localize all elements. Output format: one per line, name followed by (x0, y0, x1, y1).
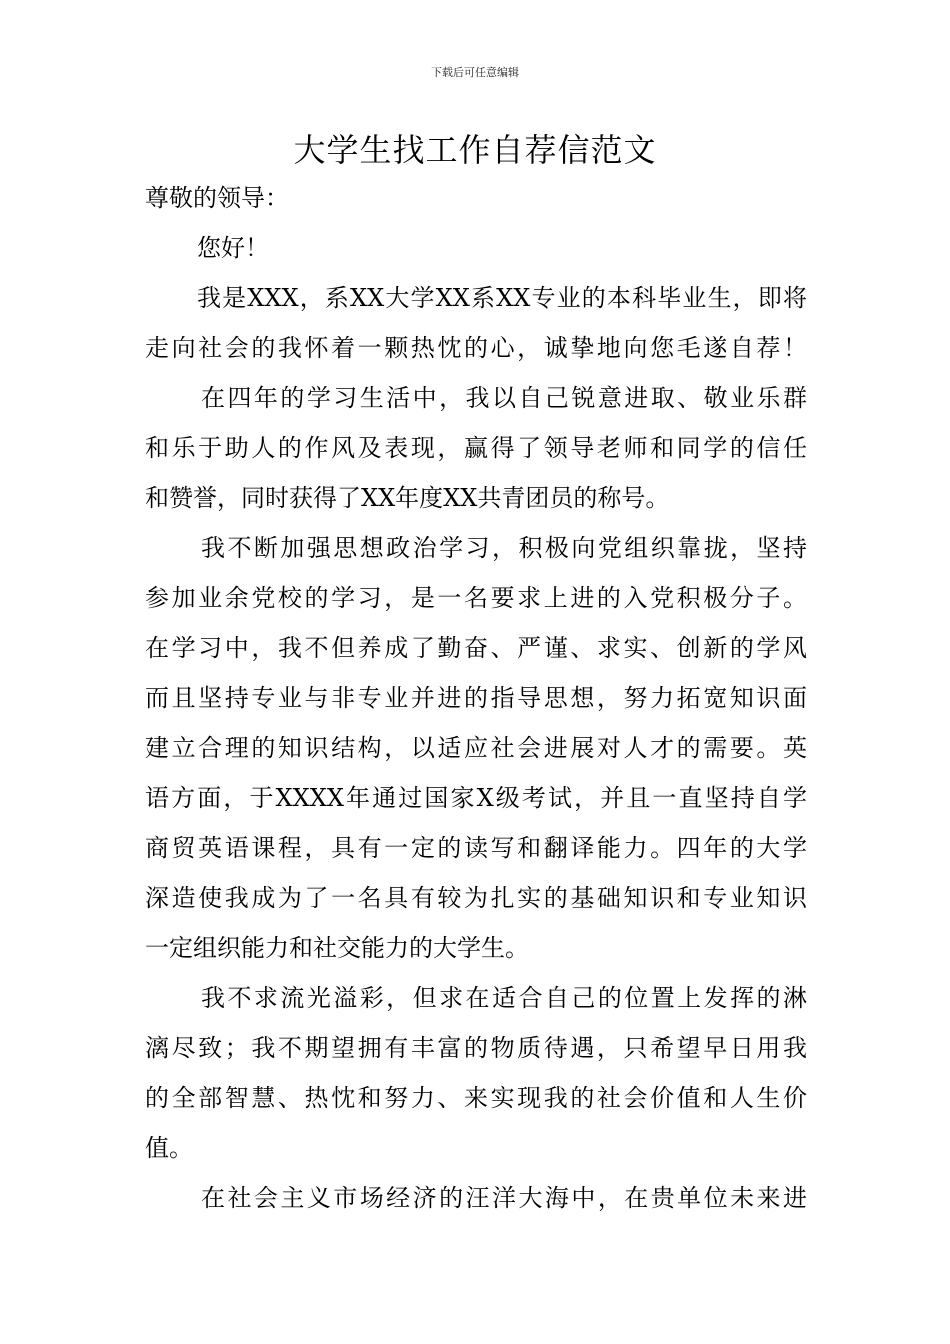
paragraph-line: 和赞誉，同时获得了XX年度XX共青团员的称号。 (145, 484, 670, 512)
paragraph-5 (145, 1173, 807, 1223)
salutation: 尊敬的领导： (145, 184, 289, 212)
paragraph-line: 的全部智慧、热忱和努力、来实现我的社会价值和人生价 (145, 1084, 807, 1112)
paragraph-line: 漓尽致；我不期望拥有丰富的物质待遇，只希望早日用我 (145, 1034, 807, 1062)
paragraph-line: 在四年的学习生活中，我以自己锐意进取、敬业乐群 (201, 384, 807, 412)
paragraph-1 (145, 273, 807, 373)
paragraph-line: 一定组织能力和社交能力的大学生。 (145, 934, 529, 962)
paragraph-line: 在社会主义市场经济的汪洋大海中，在贵单位未来进 (201, 1184, 807, 1212)
paragraph-line: 走向社会的我怀着一颗热忱的心，诚挚地向您毛遂自荐！ (145, 334, 807, 362)
paragraph-line: 值。 (145, 1134, 193, 1162)
paragraph-line: 深造使我成为了一名具有较为扎实的基础知识和专业知识 (145, 884, 807, 912)
paragraph-line: 而且坚持专业与非专业并进的指导思想，努力拓宽知识面 (145, 684, 807, 712)
paragraph-line: 我是XXX，系XX大学XX系XX专业的本科毕业生，即将 (197, 284, 807, 312)
paragraph-line: 语方面，于XXXX年通过国家X级考试，并且一直坚持自学 (145, 784, 807, 812)
greeting: 您好！ (197, 234, 269, 262)
paragraph-3 (145, 523, 807, 973)
paragraph-2 (145, 373, 807, 523)
paragraph-line: 和乐于助人的作风及表现，赢得了领导老师和同学的信任 (145, 434, 807, 462)
document-title: 大学生找工作自荐信范文 (293, 131, 657, 169)
paragraph-4 (145, 973, 807, 1173)
paragraph-line: 建立合理的知识结构，以适应社会进展对人才的需要。英 (145, 734, 807, 762)
paragraph-line: 在学习中，我不但养成了勤奋、严谨、求实、创新的学风 (145, 634, 807, 662)
letter-body (145, 173, 807, 1223)
paragraph-line: 商贸英语课程，具有一定的读写和翻译能力。四年的大学 (145, 834, 807, 862)
paragraph-line: 我不求流光溢彩，但求在适合自己的位置上发挥的淋 (201, 984, 807, 1012)
paragraph-line: 参加业余党校的学习，是一名要求上进的入党积极分子。 (145, 584, 807, 612)
paragraph-line: 我不断加强思想政治学习，积极向党组织靠拢，坚持 (201, 534, 807, 562)
header-note: 下载后可任意编辑 (431, 66, 519, 79)
